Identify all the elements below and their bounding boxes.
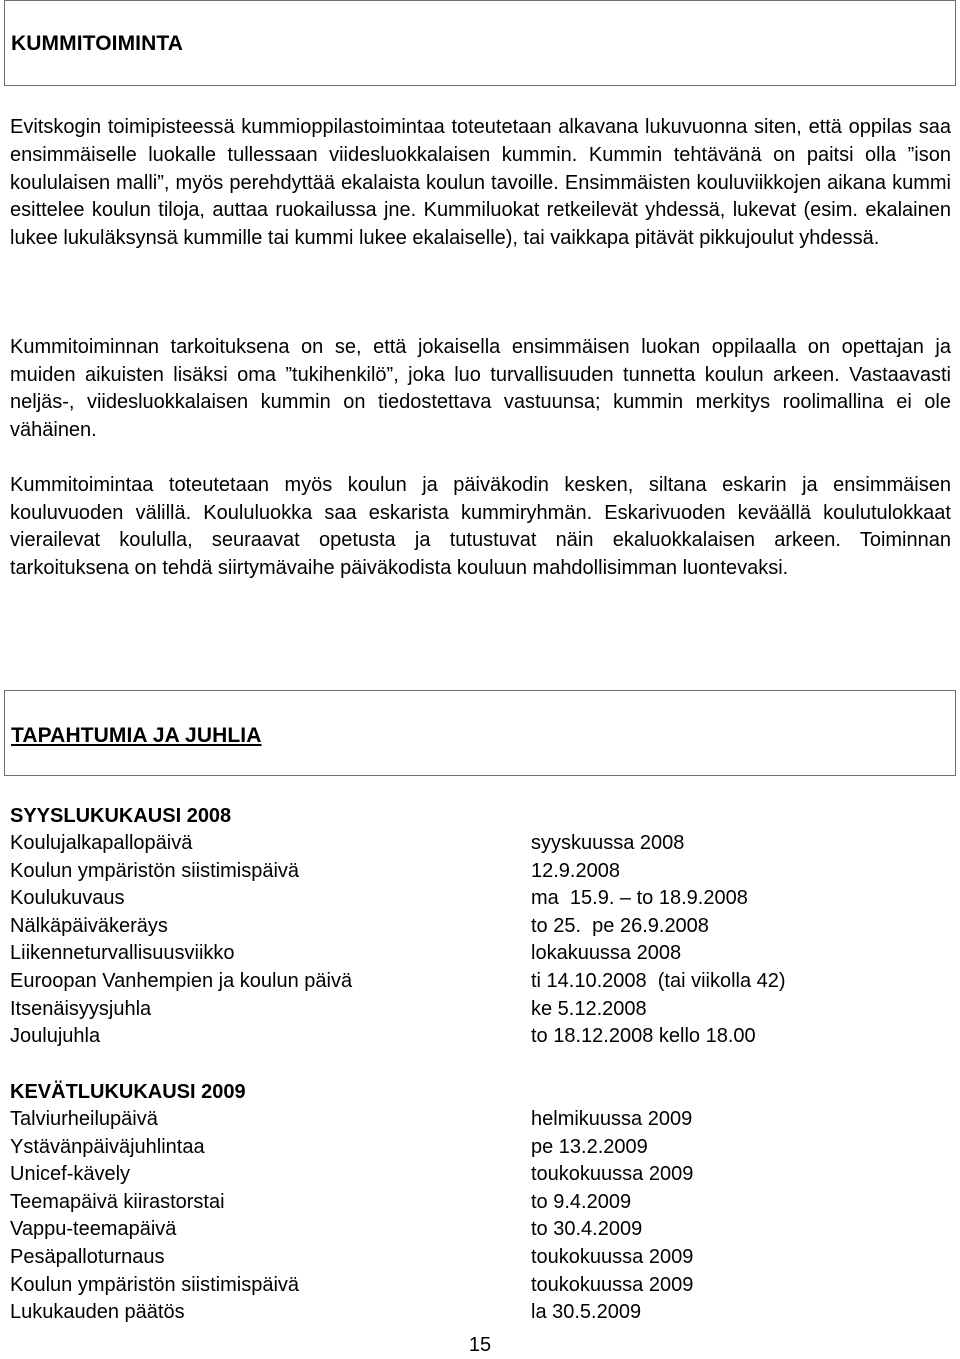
- paragraph: Kummitoiminnan tarkoituksena on se, että jokaisella ensimmäisen luokan oppilaalla on opettajan ja muiden aikuisten lisäksi oma ”tukihenkilö”, joka luo turvallisuuden tunnetta koulun arkeen. Vastaavasti neljäs-, viidesluokkalaisen kummin on tiedostettava vastuunsa; kummin merkitys roolimallina ei ole vähäinen.: [10, 336, 951, 441]
- event-row: [10, 1189, 950, 1217]
- event-date: toukokuussa 2009: [531, 1245, 694, 1268]
- event-row: [10, 858, 950, 886]
- section-heading: TAPAHTUMIA JA JUHLIA: [11, 724, 262, 747]
- event-date: syyskuussa 2008: [531, 832, 685, 854]
- heading-box-kummitoiminta: [4, 0, 956, 86]
- event-name: Koulun ympäristön siistimispäivä: [10, 859, 300, 882]
- event-name: Unicef-kävely: [10, 1163, 131, 1186]
- event-name: Koulun ympäristön siistimispäivä: [10, 1273, 300, 1296]
- event-name: Koulujalkapallopäivä: [10, 832, 193, 854]
- event-date: ma 15.9. – to 18.9.2008: [531, 887, 748, 910]
- event-row: [10, 968, 950, 996]
- section-heading: KUMMITOIMINTA: [11, 32, 183, 55]
- autumn-event-list: [10, 830, 950, 1051]
- event-row: [10, 1244, 950, 1272]
- event-date: lokakuussa 2008: [531, 942, 682, 965]
- event-date: to 30.4.2009: [531, 1218, 643, 1241]
- event-row: [10, 1299, 950, 1327]
- event-name: Euroopan Vanhempien ja koulun päivä: [10, 969, 353, 992]
- event-name: Pesäpalloturnaus: [10, 1245, 165, 1268]
- event-date: to 9.4.2009: [531, 1190, 632, 1213]
- event-date: toukokuussa 2009: [531, 1273, 694, 1296]
- event-row: [10, 830, 950, 858]
- event-row: [10, 1216, 950, 1244]
- spring-term-title: KEVÄTLUKUKAUSI 2009: [10, 1081, 246, 1103]
- event-name: Talviurheilupäivä: [10, 1108, 158, 1130]
- event-date: la 30.5.2009: [531, 1301, 642, 1324]
- event-row: [10, 1134, 950, 1162]
- event-name: Koulukuvaus: [10, 887, 125, 910]
- event-row: [10, 1106, 950, 1134]
- event-date: helmikuussa 2009: [531, 1108, 693, 1130]
- event-name: Ystävänpäiväjuhlintaa: [10, 1135, 205, 1158]
- page-number: 15: [468, 1334, 492, 1356]
- event-date: pe 13.2.2009: [531, 1135, 648, 1158]
- event-name: Teemapäivä kiirastorstai: [10, 1190, 225, 1213]
- event-name: Nälkäpäiväkeräys: [10, 914, 168, 937]
- event-name: Joulujuhla: [10, 1025, 101, 1048]
- event-date: 12.9.2008: [531, 859, 620, 882]
- event-row: [10, 940, 950, 968]
- event-row: [10, 1161, 950, 1189]
- event-name: Lukukauden päätös: [10, 1301, 185, 1324]
- event-row: [10, 1023, 950, 1051]
- event-date: ke 5.12.2008: [531, 997, 647, 1020]
- event-name: Vappu-teemapäivä: [10, 1218, 177, 1241]
- spring-event-list: [10, 1106, 950, 1327]
- event-date: to 18.12.2008 kello 18.00: [531, 1025, 756, 1048]
- event-row: [10, 913, 950, 941]
- event-row: [10, 885, 950, 913]
- event-name: Itsenäisyysjuhla: [10, 997, 152, 1020]
- event-date: to 25. pe 26.9.2008: [531, 914, 709, 937]
- event-date: toukokuussa 2009: [531, 1163, 694, 1186]
- event-row: [10, 996, 950, 1024]
- event-row: [10, 1272, 950, 1300]
- event-date: ti 14.10.2008 (tai viikolla 42): [531, 969, 786, 992]
- autumn-term-title: SYYSLUKUKAUSI 2008: [10, 805, 232, 827]
- event-name: Liikenneturvallisuusviikko: [10, 942, 235, 965]
- paragraph: Evitskogin toimipisteessä kummioppilastoimintaa toteutetaan alkavana lukuvuonna siten, että oppilas saa ensimmäiselle luokalle tullessaan viidesluokkalaisen kummin. Kummin tehtävänä on paitsi olla ”ison koululaisen malli”, myös perehdyttää ekalaista koulun tavoille. Ensimmäisten kouluviikkojen aikana kummi esittelee koulun tiloja, auttaa ruokailussa jne. Kummiluokat retkeilevät yhdessä, lukevat (esim. ekalainen lukee lukuläksynsä kummille tai kummi lukee ekalaiselle), tai vaikkapa pitävät pikkujoulut yhdessä.: [10, 116, 951, 250]
- paragraph: Kummitoimintaa toteutetaan myös koulun ja päiväkodin kesken, siltana eskarin ja ensimmäisen kouluvuoden välillä. Koululuokka saa eskarista kummiryhmän. Eskarivuoden keväällä koulutulokkaat vierailevat koululla, seuraavat opetusta ja tutustuvat näin ekaluokkalaisen arkeen. Toiminnan tarkoituksena on tehdä siirtymävaihe päiväkodista kouluun mahdollisimman luontevaksi.: [10, 474, 951, 579]
- heading-box-events: [4, 690, 956, 776]
